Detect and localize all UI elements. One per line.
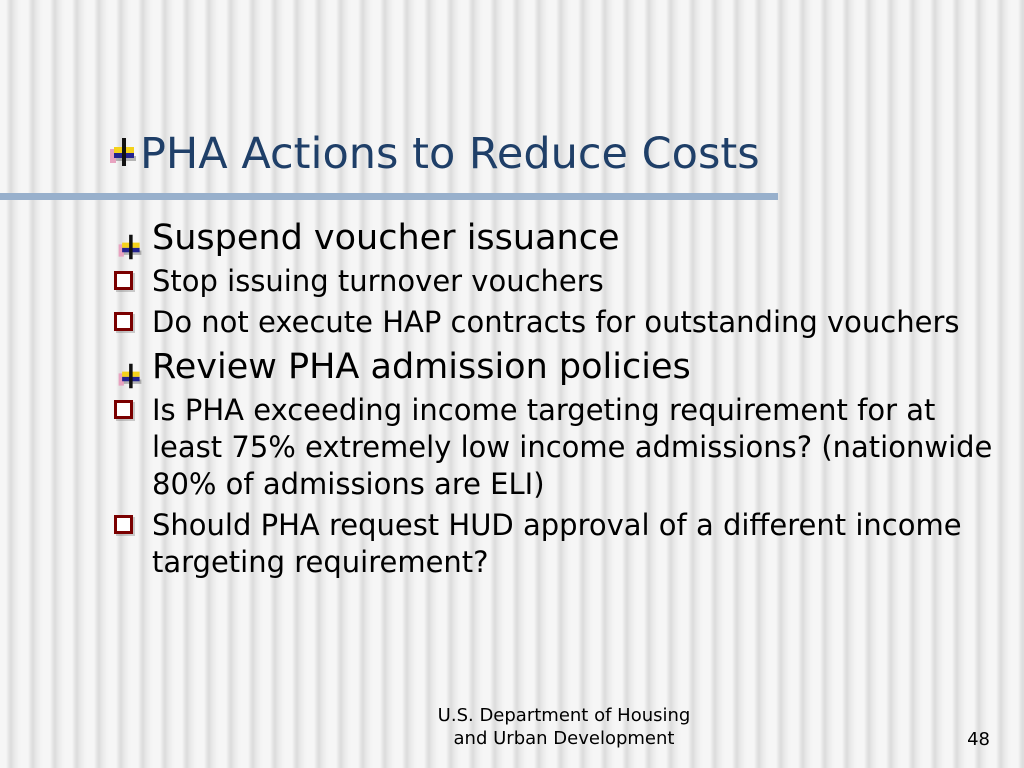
bullet-text: Is PHA exceeding income targeting requirement for at least 75% extremely low income admissions? (nationwide 80% of admissions are ELI) bbox=[152, 393, 993, 501]
bullet-text: Should PHA request HUD approval of a different income targeting requirement? bbox=[152, 508, 962, 579]
bullet-text: Do not execute HAP contracts for outstanding vouchers bbox=[152, 305, 960, 339]
bullet-text: Stop issuing turnover vouchers bbox=[152, 264, 604, 298]
bullet-level2 bbox=[114, 263, 994, 300]
title-divider bbox=[0, 193, 778, 200]
bullet-level2 bbox=[114, 304, 994, 341]
bullet-level1 bbox=[114, 216, 994, 261]
bullet-text: Suspend voucher issuance bbox=[152, 218, 620, 258]
cross-bullet-icon bbox=[108, 136, 138, 172]
bullet-level1 bbox=[114, 345, 994, 390]
slide-body bbox=[114, 216, 994, 585]
checkbox-square-icon bbox=[114, 271, 133, 290]
bullet-text: Review PHA admission policies bbox=[152, 347, 691, 387]
checkbox-square-icon bbox=[114, 312, 133, 331]
title-row bbox=[108, 126, 760, 182]
footer-line: and Urban Development bbox=[453, 728, 675, 749]
bullet-level2 bbox=[114, 392, 994, 503]
checkbox-square-icon bbox=[114, 515, 133, 534]
bullet-level2 bbox=[114, 507, 994, 581]
footer-organization bbox=[408, 704, 720, 750]
footer-line: U.S. Department of Housing bbox=[437, 705, 691, 726]
page-number: 48 bbox=[967, 729, 990, 750]
slide-title: PHA Actions to Reduce Costs bbox=[140, 128, 760, 179]
checkbox-square-icon bbox=[114, 400, 133, 419]
